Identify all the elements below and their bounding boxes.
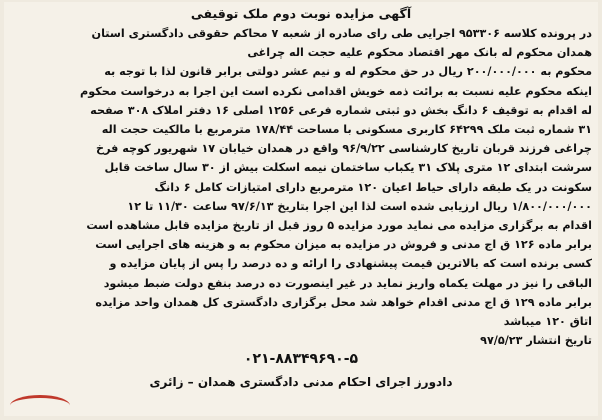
notice-line: الباقی را نیز در مهلت یکماه واریز نماید در غیر اینصورت ده درصد بنفع دولت ضبط میشود — [103, 276, 592, 290]
notice-line: برابر ماده ۱۲۶ ق اج مدنی و فروش در مزایده به میزان محکوم به و هزینه های اجرایی است — [95, 238, 592, 252]
notice-line: برابر ماده ۱۲۹ ق اج مدنی اقدام خواهد شد محل برگزاری دادگستری کل همدان واحد مزایده — [95, 295, 592, 309]
notice-line: له اقدام به توقیف ۶ دانگ بخش دو ثبتی شماره فرعی ۱۲۵۶ اصلی ۱۶ دفتر املاک ۳۰۸ صفحه — [90, 103, 592, 117]
notice-line: ۱/۸۰۰/۰۰۰/۰۰۰ ریال ارزیابی شده است لذا این اجرا بتاریخ ۹۷/۶/۱۳ ساعت ۱۱/۳۰ تا ۱۲ — [127, 199, 592, 213]
publish-date: تاریخ انتشار ۹۷/۵/۲۳ — [480, 334, 592, 348]
notice-title: آگهی مزایده نوبت دوم ملک توقیفی — [190, 6, 412, 21]
ink-mark — [10, 395, 70, 416]
notice-line: چراغی فرزند قربان تاریخ کارشناسی ۹۶/۹/۲۲ واقع در همدان خیابان ۱۷ شهریور کوچه فرخ — [96, 142, 592, 156]
notice-line: در پرونده کلاسه ۹۵۳۳۰۶ اجرایی طی رای صادره از شعبه ۷ محاکم حقوقی دادگستری استان — [91, 27, 592, 40]
notice-line: اتاق ۱۲۰ میباشد — [503, 315, 592, 329]
notice-line: محکوم به ۲۰۰/۰۰۰/۰۰۰ ریال در حق محکوم له و نیم عشر دولتی برابر قانون لذا با توجه به — [104, 65, 592, 79]
notice-body — [4, 24, 598, 350]
notice-line: اقدام به برگزاری مزایده می نماید مورد مزایده ۵ روز قبل از تاریخ مزایده قابل مشاهده است — [86, 219, 592, 233]
notice-line: همدان محکوم له بانک مهر اقتصاد محکوم علیه حجت اله چراغی — [247, 46, 592, 60]
notice-line: اینکه محکوم علیه نسبت به برائت ذمه خویش اقدامی نکرده است این اجرا به درخواست محکوم — [80, 84, 592, 98]
notice-line: کسی برنده است که بالاترین قیمت پیشنهادی را ارائه و ده درصد را پس از پایان مزایده و — [109, 257, 592, 271]
notice-line: سرشت ابتدای ۱۲ متری پلاک ۳۱ یکباب ساختمان نیمه اسکلت بیش از ۳۰ سال ساخت قابل — [104, 161, 592, 175]
signature-line: دادورز اجرای احکام مدنی دادگستری همدان – زائری — [149, 375, 453, 390]
notice-line: ۳۱ شماره ثبت ملک ۶۴۲۹۹ کاربری مسکونی با مساحت ۱۷۸/۴۴ مترمربع با مالکیت حجت اله — [101, 123, 592, 137]
auction-notice — [4, 2, 598, 416]
phone-number: ۰۲۱-۸۸۳۴۹۶۹۰-۵ — [243, 351, 359, 368]
notice-line: سکونت در یک طبقه دارای حیاط اعیان ۱۲۰ مترمربع دارای امتیازات کامل ۶ دانگ — [154, 180, 592, 194]
